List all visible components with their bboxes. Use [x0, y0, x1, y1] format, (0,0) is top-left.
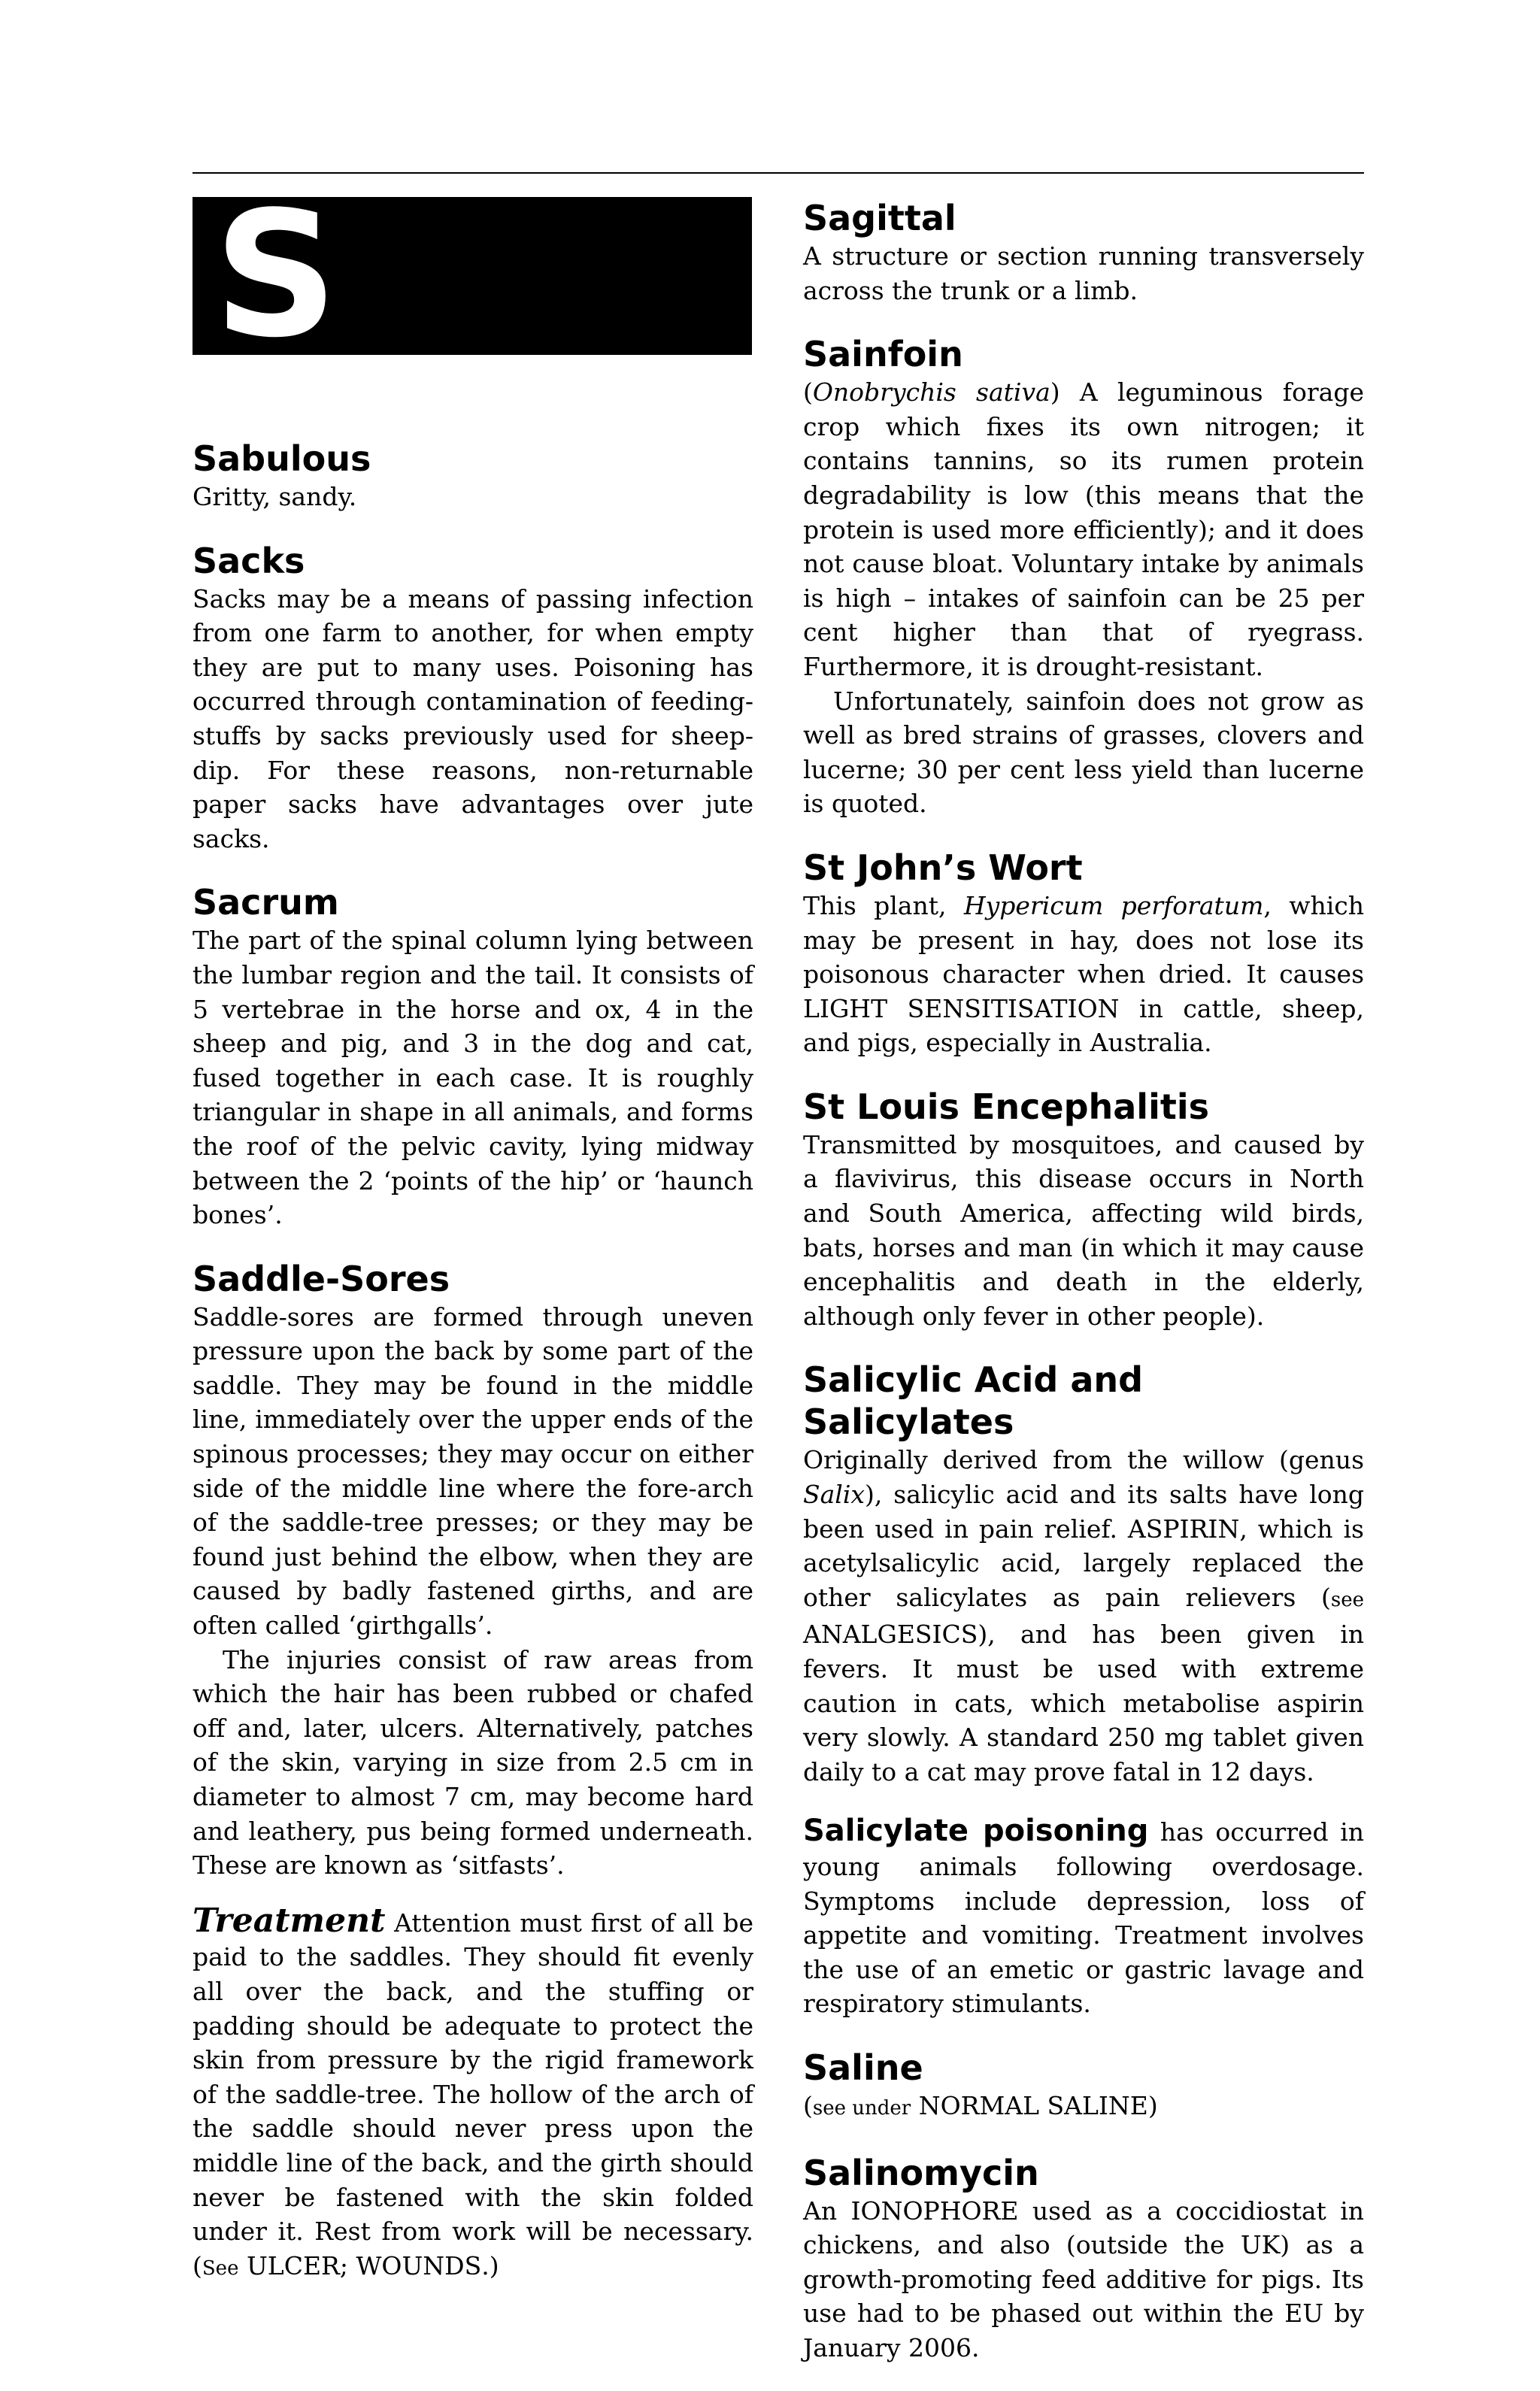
text-segment: , which may be present in hay, does not lose its poisonous character when dried. It causes [803, 890, 1364, 989]
cross-ref-link[interactable]: NORMAL SALINE [918, 2090, 1148, 2120]
cross-ref-link[interactable]: ASPIRIN [1127, 1514, 1240, 1544]
entry-title: Sainfoin [803, 334, 963, 375]
entry-salicylic-acid [803, 1359, 1364, 1789]
entry-text: Gritty, sandy. [192, 482, 357, 511]
entry-title: Saline [803, 2047, 923, 2088]
top-rule [192, 172, 1364, 174]
left-column [192, 175, 753, 2311]
entry-title: Salicylic Acid and Salicylates [803, 1359, 1144, 1443]
entry-paragraph: Saddle-sores are formed through uneven pressure upon the back by some part of the saddle. They may be found in the middle line, immediately over the upper ends of the spinous processes; they may occur on either side of the middle line where the fore-arch of the saddle-tree presses; or they may be found just behind the elbow, when they are caused by badly fastened girths, and are often called ‘girthgalls’. [192, 1302, 753, 1641]
entry-title: Sacks [192, 540, 305, 581]
entry-sainfoin [803, 333, 1364, 821]
treatment-paragraph [192, 1901, 753, 2286]
closing-paren: ) [1147, 2090, 1158, 2120]
latin-name: Onobrychis sativa [812, 377, 1050, 408]
see-label: see [1330, 1588, 1364, 1611]
separator: ; [339, 2250, 356, 2280]
entry-paragraph [803, 1814, 1364, 2021]
see-label: See [202, 2256, 239, 2280]
entry-sagittal [803, 197, 1364, 308]
entry-saddle-sores [192, 1258, 753, 2286]
cross-ref-link[interactable]: IONOPHORE [850, 2196, 1019, 2226]
entry-title: Sabulous [192, 438, 371, 479]
text-segment: This plant, [803, 890, 964, 920]
entry-st-louis-encephalitis [803, 1086, 1364, 1334]
entry-salicylate-poisoning [803, 1814, 1364, 2021]
text-segment: ), salicylic acid and its salts have long been used in pain relief. [803, 1480, 1364, 1544]
entry-text: The part of the spinal column lying between the lumbar region and the tail. It consists of 5 vertebrae in the horse and ox, 4 in the sheep and pig, and 3 in the dog and cat, fused together in each case. It is roughly triangular in shape in all animals, and forms the roof of the pelvic cavity, lying midway between the 2 ‘points of the hip’ or ‘haunch bones’. [192, 926, 753, 1230]
entry-paragraph [803, 2194, 1364, 2365]
entry-salinomycin [803, 2152, 1364, 2365]
entry-paragraph [803, 889, 1364, 1060]
entry-text: A structure or section running transversely across the trunk or a limb. [803, 241, 1364, 305]
runin-heading: Salicylate poisoning [803, 1814, 1149, 1849]
entry-title: Sagittal [803, 198, 956, 238]
entry-title: St Louis Encephalitis [803, 1086, 1209, 1127]
cross-ref-link[interactable]: WOUNDS [356, 2250, 482, 2280]
entry-paragraph: The injuries consist of raw areas from which the hair has been rubbed or chafed off and, later, ulcers. Alternatively, patches of the skin, varying in size from 2.5 cm in diameter to almost 7 cm, may become hard and leathery, pus being formed underneath. These are known as ‘sitfasts’. [192, 1644, 753, 1880]
closing-paren: .) [481, 2250, 499, 2280]
entry-paragraph: Unfortunately, sainfoin does not grow as well as bred strains of grasses, clovers and lucerne; 30 per cent less yield than lucerne is quoted. [803, 686, 1364, 819]
entry-sabulous [192, 438, 753, 514]
section-letter-box [192, 175, 752, 376]
entry-sacks [192, 540, 753, 856]
text-segment: Originally derived from the willow (genus [803, 1445, 1364, 1475]
treatment-text: Attention must first of all be paid to the saddles. They should fit evenly all over the back, and the stuffing or padding should be adequate to protect the skin from pressure by the rigid framework of the saddle-tree. The hollow of the arch of the saddle should never press upon the middle line of the back, and the girth should never be fastened with the skin folded under it. Rest from work will be necessary. ( [192, 1908, 753, 2280]
treatment-label: Treatment [192, 1901, 386, 1940]
entry-text: A leguminous forage crop which fixes its own nitrogen; it contains tannins, so its rumen protein degradability is low (this means that the protein is used more efficiently); and it does not cause bloat. Voluntary intake by animals is high – intakes of sainfoin can be 25 per cent higher than that of ryegrass. Furthermore, it is drought-resistant. [803, 377, 1364, 681]
entry-sacrum [192, 881, 753, 1232]
entry-paragraph [803, 1443, 1364, 1789]
entry-title: Salinomycin [803, 2152, 1039, 2193]
open-paren: ( [803, 2090, 813, 2120]
entry-title: Saddle-Sores [192, 1258, 450, 1299]
entry-text: has occurred in young animals following overdosage. Symptoms include depression, loss of appetite and vomiting. Treatment involves the use of an emetic or gastric lavage and respiratory stimulants. [803, 1817, 1365, 2019]
entry-paragraph: (Onobrychis sativa) A leguminous forage crop which fixes its own nitrogen; it contains tannins, so its rumen protein degradability is low (this means that the protein is used more efficiently); and it does not cause bloat. Voluntary intake by animals is high – intakes of sainfoin can be 25 per cent higher than that of ryegrass. Furthermore, it is drought-resistant. [803, 377, 1364, 681]
right-column [803, 197, 1364, 2391]
entry-title: St John’s Wort [803, 847, 1083, 888]
latin-name: Salix [803, 1480, 865, 1510]
cross-ref-link[interactable]: ULCER [246, 2250, 340, 2280]
cross-ref-link[interactable]: LIGHT SENSITISATION [803, 993, 1120, 1023]
latin-name: Hypericum perforatum [963, 890, 1264, 920]
entry-title: Sacrum [192, 882, 339, 923]
entry-saline [803, 2047, 1364, 2126]
text-segment: used as a coccidiostat in chickens, and also (outside the UK) as a growth-promoting feed additive for pigs. Its use had to be phased out within the EU by January 2006. [803, 2196, 1364, 2362]
see-label: see under [812, 2096, 911, 2120]
entry-paragraph [803, 2089, 1364, 2126]
text-segment: ), and has been given in fevers. It must be used with extreme caution in cats, which metabolise aspirin very slowly. A standard 250 mg tablet given daily to a cat may prove fatal in 12 days. [803, 1620, 1364, 1786]
section-letter: S [214, 175, 338, 376]
entry-text: Transmitted by mosquitoes, and caused by a flavivirus, this disease occurs in North and South America, affecting wild birds, bats, horses and man (in which it may cause encephalitis and death in the elderly, although only fever in other people). [803, 1129, 1364, 1331]
text-segment: , which is acetylsalicylic acid, largely replaced the other salicylates as pain relievers ( [803, 1514, 1364, 1612]
text-segment: An [803, 2196, 851, 2226]
cross-ref-link[interactable]: ANALGESICS [803, 1620, 978, 1650]
text-segment: in cattle, sheep, and pigs, especially in Australia. [803, 993, 1364, 1058]
entry-st-johns-wort [803, 847, 1364, 1060]
entry-text: Sacks may be a means of passing infection from one farm to another, for when empty they are put to many uses. Poisoning has occurred through contamination of feeding-stuffs by sacks previously used for sheep-dip. For these reasons, non-returnable paper sacks have advantages over jute sacks. [192, 583, 753, 853]
